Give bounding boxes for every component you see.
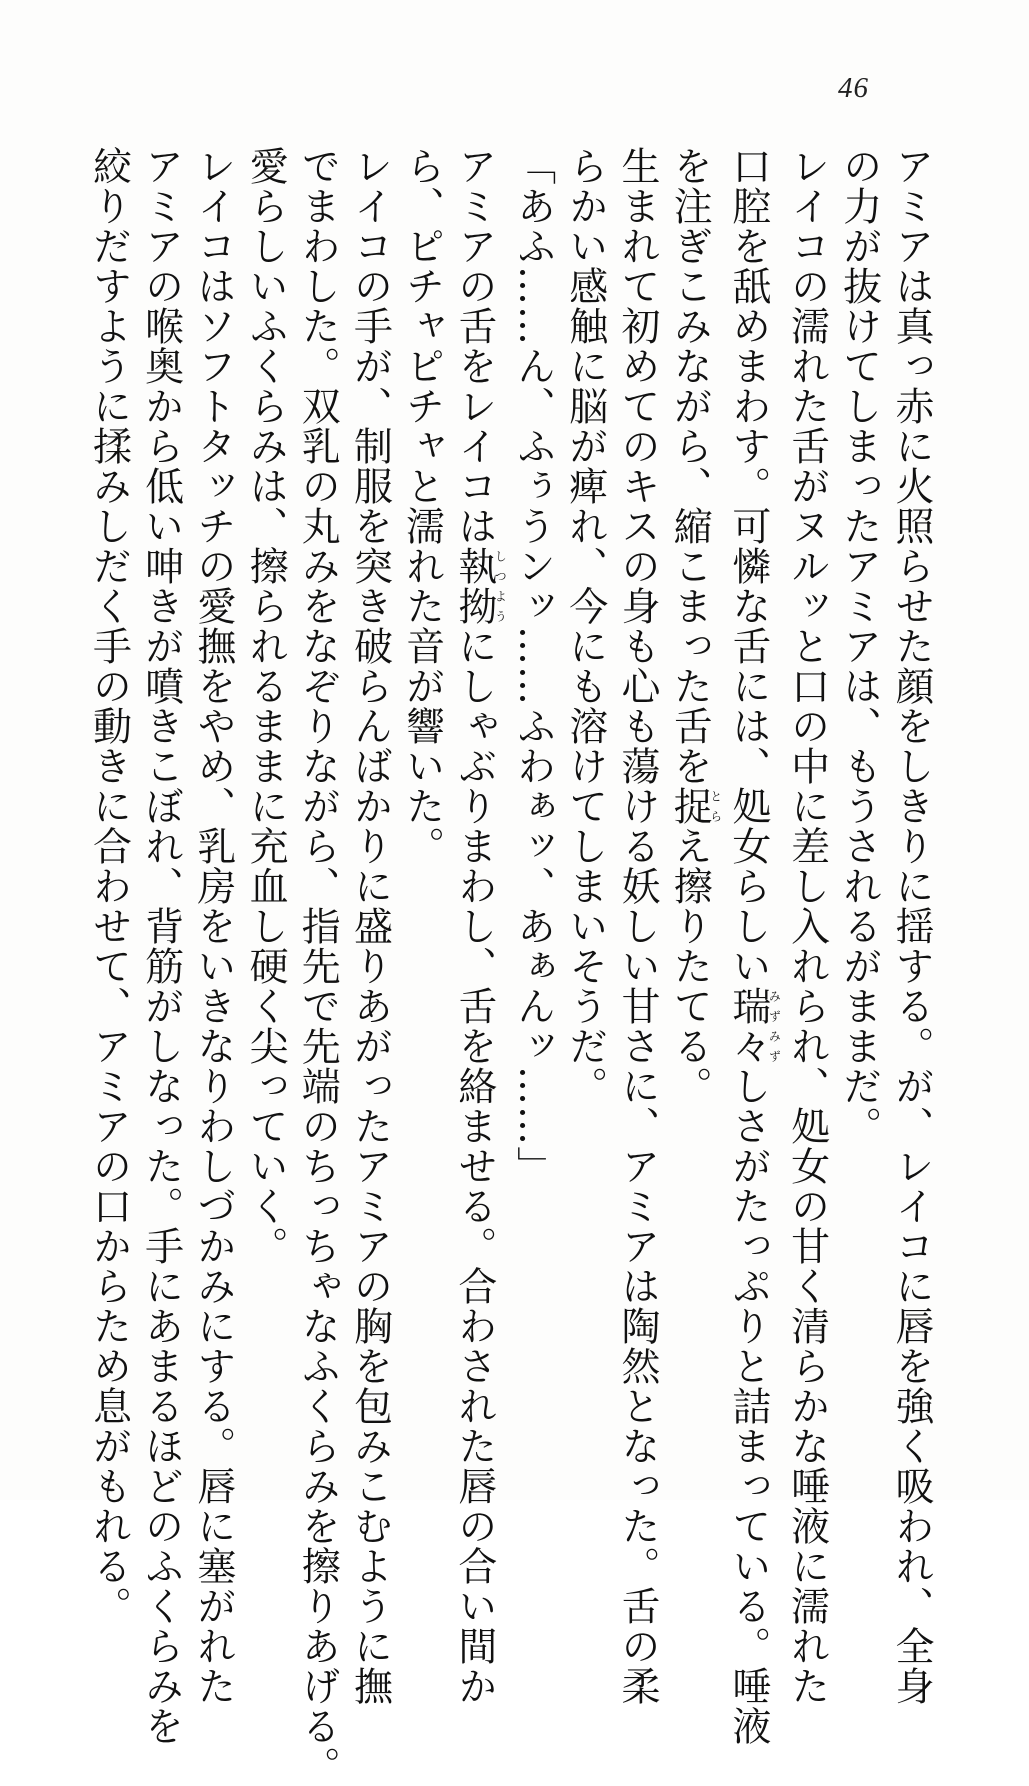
text-line: アミアの舌をレイコは執拗しつようにしゃぶりまわし、舌を絡ませる。合わされた唇の合い間か bbox=[451, 146, 508, 1706]
text-line: 「あふ……ん、ふぅうンッ……ふわぁッ、あぁんッ……」 bbox=[510, 146, 556, 1186]
body-text bbox=[82, 146, 937, 1786]
text-line: アミアの喉奥から低い呻きが噴きこぼれ、背筋がしなった。手にあまるほどのふくらみを bbox=[138, 146, 184, 1746]
furigana-mizumizu: 瑞々みずみず bbox=[725, 986, 782, 1066]
furigana-mizumizu-reading: みずみず bbox=[767, 986, 782, 1066]
furigana-torae: 捉とら bbox=[667, 786, 723, 826]
furigana-shitsuyou-reading: しつよう bbox=[493, 546, 508, 626]
text-line: アミアは真っ赤に火照らせた顔をしきりに揺する。が、レイコに唇を強く吸われ、全身 bbox=[889, 146, 934, 1706]
text-line: でまわした。双乳の丸みをなぞりながら、指先で先端のちっちゃなふくらみを擦りあげる。 bbox=[295, 146, 341, 1786]
text-line: 生まれて初めてのキスの身も心も蕩ける妖しい甘さに、アミアは陶然となった。舌の柔 bbox=[614, 146, 660, 1706]
text-line: 愛らしいふくらみは、擦られるままに充血し硬く尖っていく。 bbox=[243, 146, 289, 1266]
furigana-shitsuyou: 執拗しつよう bbox=[451, 546, 508, 626]
text-line: らかい感触に脳が痺れ、今にも溶けてしまいそうだ。 bbox=[562, 146, 608, 1106]
text-line: を注ぎこみながら、縮こまった舌を捉とらえ擦りたてる。 bbox=[667, 146, 723, 1106]
text-line: 口腔を舐めまわす。可憐な舌には、処女らしい瑞々みずみずしさがたっぷりと詰まっている。唾液 bbox=[725, 146, 782, 1746]
text-line: の力が抜けてしまったアミアは、もうされるがままだ。 bbox=[836, 146, 882, 1146]
text-line: レイコはソフトタッチの愛撫をやめ、乳房をいきなりわしづかみにする。唇に塞がれた bbox=[190, 146, 236, 1706]
text-line: レイコの濡れた舌がヌルッと口の中に差し入れられ、処女の甘く清らかな唾液に濡れた bbox=[784, 146, 830, 1706]
text-line: ら、ピチャピチャと濡れた音が響いた。 bbox=[399, 146, 445, 866]
text-line: 絞りだすように揉みしだく手の動きに合わせて、アミアの口からため息がもれる。 bbox=[86, 146, 132, 1626]
furigana-torae-reading: とら bbox=[708, 786, 723, 826]
text-line: レイコの手が、制服を突き破らんばかりに盛りあがったアミアの胸を包みこむように撫 bbox=[347, 146, 393, 1706]
page-number: 46 bbox=[838, 72, 869, 104]
